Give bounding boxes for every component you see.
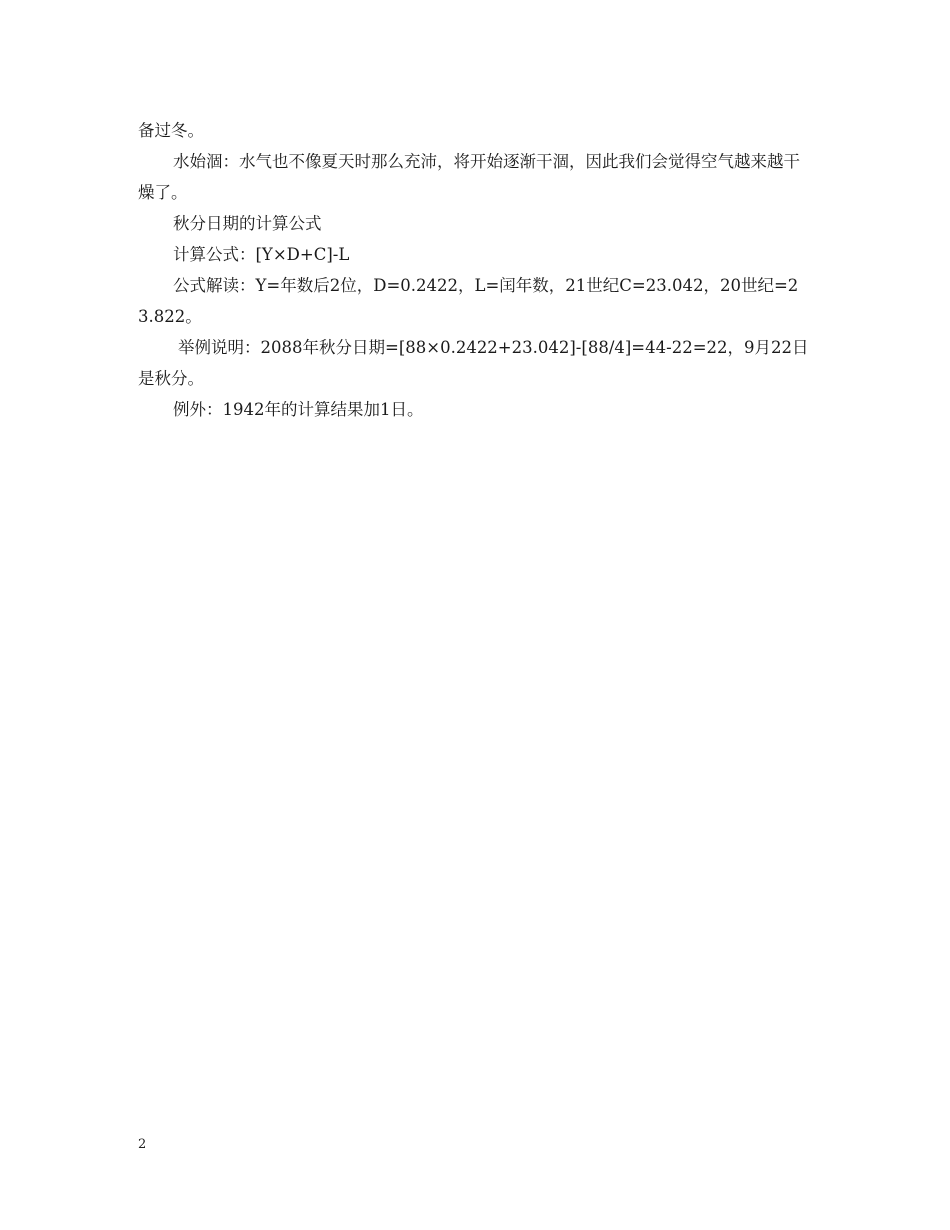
- paragraph-formula: 计算公式：[Y×D+C]-L: [173, 245, 350, 264]
- paragraph-formula-explanation: 公式解读：Y=年数后2位，D=0.2422，L=闰年数，21世纪C=23.042，20世纪=23.822。: [138, 276, 799, 326]
- section-heading-formula: 秋分日期的计算公式: [173, 214, 322, 233]
- document-body: [138, 115, 810, 425]
- paragraph-example: 举例说明：2088年秋分日期=[88×0.2422+23.042]-[88/4]=44-22=22，9月22日是秋分。: [138, 338, 809, 388]
- paragraph-exception: 例外：1942年的计算结果加1日。: [173, 400, 424, 419]
- paragraph-water-dries-up: 水始涸：水气也不像夏天时那么充沛，将开始逐渐干涸，因此我们会觉得空气越来越干燥了。: [138, 152, 800, 202]
- paragraph-continuation: 备过冬。: [138, 121, 204, 140]
- page-number: 2: [138, 1137, 147, 1152]
